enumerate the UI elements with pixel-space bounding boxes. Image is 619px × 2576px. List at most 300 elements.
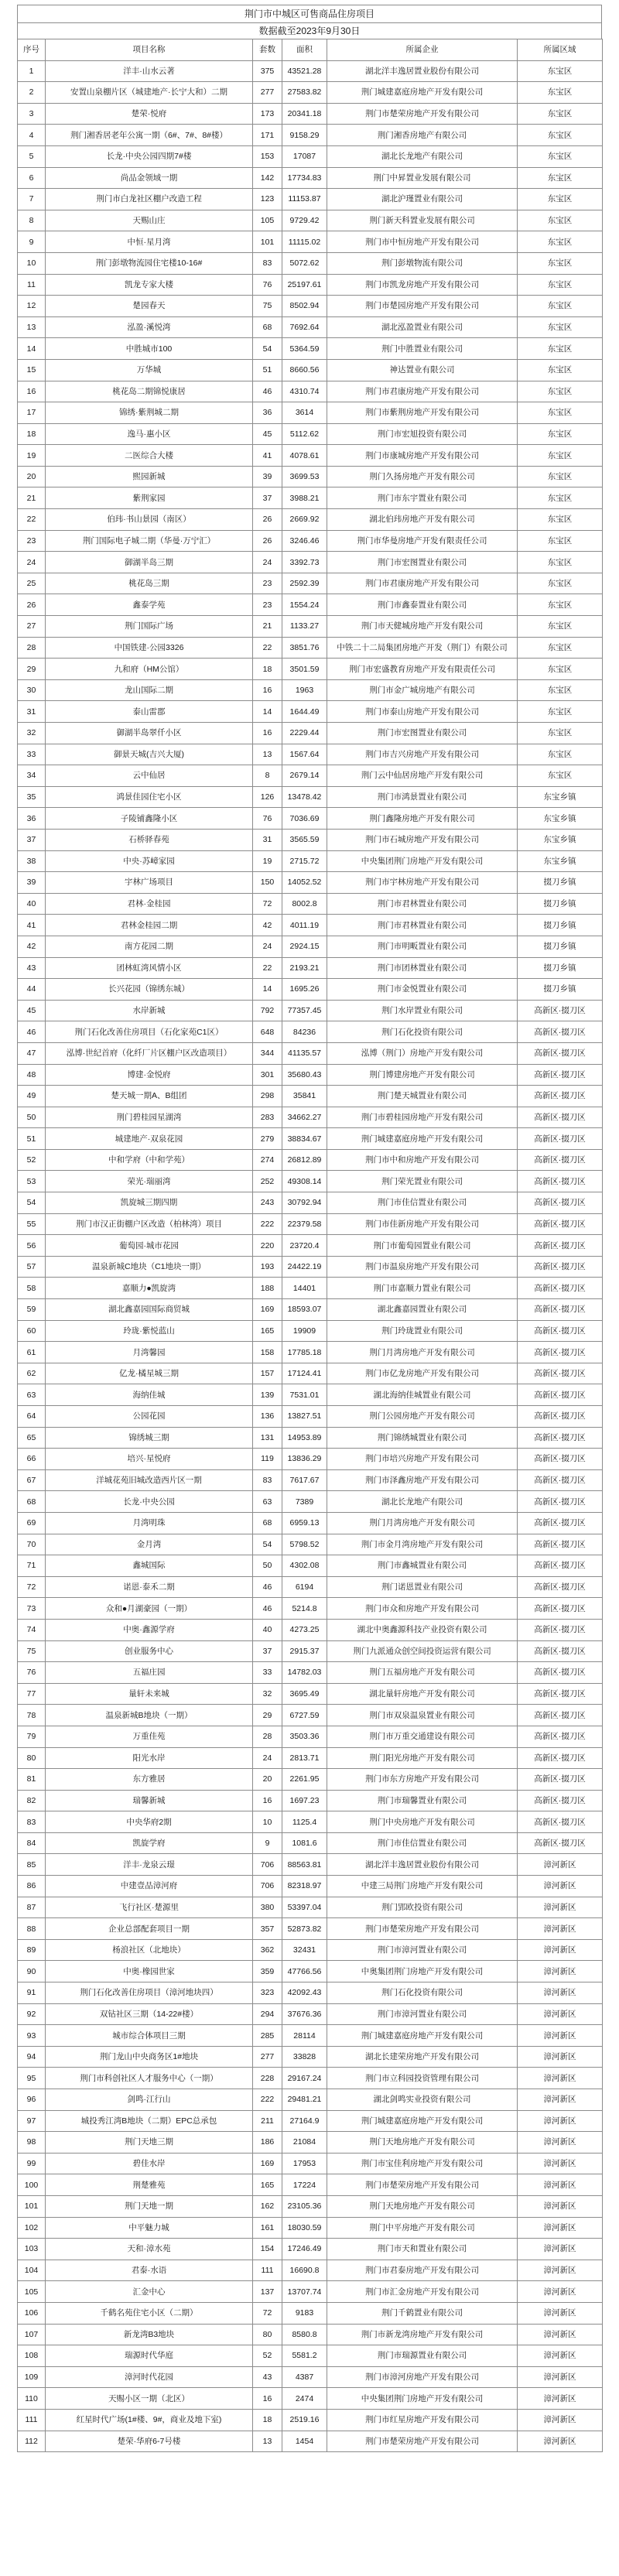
- table-row: [18, 1406, 603, 1428]
- cell-index: 51: [18, 1128, 46, 1150]
- cell-area: 1567.64: [282, 744, 327, 765]
- table-row: [18, 936, 603, 957]
- cell-index: 77: [18, 1683, 46, 1705]
- table-row: [18, 487, 603, 509]
- cell-units: 16: [253, 679, 282, 701]
- cell-project-name: 荆门市科创社区人才服务中心（一期）: [46, 2068, 253, 2089]
- cell-region: 漳河新区: [518, 1939, 603, 1961]
- cell-index: 53: [18, 1171, 46, 1192]
- cell-area: 43521.28: [282, 60, 327, 82]
- cell-index: 84: [18, 1832, 46, 1854]
- cell-area: 5072.62: [282, 252, 327, 274]
- housing-table: [17, 39, 603, 2452]
- cell-project-name: 荆门龙山中央商务区1#地块: [46, 2046, 253, 2068]
- cell-area: 37676.36: [282, 2003, 327, 2025]
- cell-area: 4310.74: [282, 381, 327, 402]
- cell-region: 东宝区: [518, 103, 603, 125]
- table-row: [18, 786, 603, 808]
- cell-area: 6727.59: [282, 1705, 327, 1726]
- table-row: [18, 2345, 603, 2367]
- table-row: [18, 1576, 603, 1598]
- table-row: [18, 1235, 603, 1257]
- cell-project-name: 安置山泉棚片区（城建地产·长宁大和）二期: [46, 82, 253, 104]
- cell-index: 59: [18, 1299, 46, 1321]
- cell-project-name: 城投秀江湾B地块（二期）EPC总承包: [46, 2110, 253, 2132]
- cell-developer: 中奥集团荆门房地产开发有限公司: [327, 1961, 518, 1982]
- cell-project-name: 石桥驿春苑: [46, 829, 253, 850]
- cell-project-name: 紫荆家园: [46, 487, 253, 509]
- cell-index: 45: [18, 1000, 46, 1021]
- cell-project-name: 荆门石化改善住房项目（漳河地块四）: [46, 1982, 253, 2004]
- cell-project-name: 荆楚雅苑: [46, 2174, 253, 2196]
- cell-area: 49308.14: [282, 1171, 327, 1192]
- cell-developer: 荆门城建嘉庭房地产开发有限公司: [327, 1128, 518, 1150]
- cell-units: 101: [253, 231, 282, 253]
- cell-region: 高新区·掇刀区: [518, 1128, 603, 1150]
- table-row: [18, 2281, 603, 2303]
- cell-area: 17953: [282, 2153, 327, 2174]
- cell-units: 136: [253, 1406, 282, 1428]
- cell-units: 142: [253, 167, 282, 189]
- cell-region: 高新区·掇刀区: [518, 1512, 603, 1534]
- cell-project-name: 嘉顺力●凯旋湾: [46, 1278, 253, 1299]
- cell-index: 2: [18, 82, 46, 104]
- cell-index: 104: [18, 2260, 46, 2281]
- table-row: [18, 1939, 603, 1961]
- cell-index: 100: [18, 2174, 46, 2196]
- cell-index: 7: [18, 189, 46, 210]
- cell-index: 79: [18, 1726, 46, 1747]
- cell-developer: 神达置业有限公司: [327, 359, 518, 381]
- cell-developer: 湖北泓盈置业有限公司: [327, 316, 518, 338]
- cell-project-name: 阳光水岸: [46, 1747, 253, 1769]
- cell-project-name: 御景天城(吉兴大厦): [46, 744, 253, 765]
- cell-region: 漳河新区: [518, 2409, 603, 2431]
- cell-area: 4273.25: [282, 1619, 327, 1640]
- table-row: [18, 2195, 603, 2217]
- cell-developer: 荆门市新龙湾房地产开发有限公司: [327, 2324, 518, 2345]
- cell-units: 83: [253, 252, 282, 274]
- cell-index: 4: [18, 125, 46, 146]
- cell-units: 792: [253, 1000, 282, 1021]
- cell-project-name: 鑫城国际: [46, 1555, 253, 1577]
- cell-developer: 湖北鑫嘉园置业有限公司: [327, 1299, 518, 1321]
- cell-units: 23: [253, 594, 282, 616]
- table-row: [18, 2046, 603, 2068]
- cell-area: 8002.8: [282, 893, 327, 915]
- cell-units: 375: [253, 60, 282, 82]
- cell-project-name: 荆门国际电子城二期（华曼·万宁汇）: [46, 530, 253, 552]
- table-row: [18, 60, 603, 82]
- cell-project-name: 熙园新城: [46, 466, 253, 487]
- cell-units: 32: [253, 1683, 282, 1705]
- cell-project-name: 逸马·惠小区: [46, 423, 253, 445]
- cell-developer: 荆门水岸置业有限公司: [327, 1000, 518, 1021]
- cell-area: 11115.02: [282, 231, 327, 253]
- cell-area: 4387: [282, 2366, 327, 2388]
- cell-developer: 荆门市培兴房地产开发有限公司: [327, 1449, 518, 1470]
- cell-project-name: 城建地产·双泉花园: [46, 1128, 253, 1150]
- cell-region: 高新区·掇刀区: [518, 1278, 603, 1299]
- cell-developer: 荆门市温泉房地产开发有限公司: [327, 1256, 518, 1278]
- cell-index: 14: [18, 338, 46, 360]
- cell-region: 漳河新区: [518, 2174, 603, 2196]
- cell-region: 掇刀乡镇: [518, 936, 603, 957]
- table-row: [18, 1256, 603, 1278]
- cell-project-name: 剑鸣·江行山: [46, 2089, 253, 2111]
- cell-units: 54: [253, 338, 282, 360]
- cell-index: 74: [18, 1619, 46, 1640]
- cell-area: 3503.36: [282, 1726, 327, 1747]
- cell-project-name: 东方雅居: [46, 1769, 253, 1791]
- cell-region: 漳河新区: [518, 2388, 603, 2410]
- cell-area: 8660.56: [282, 359, 327, 381]
- table-row: [18, 167, 603, 189]
- table-row: [18, 252, 603, 274]
- cell-index: 43: [18, 957, 46, 979]
- cell-project-name: 荆门天地一期: [46, 2195, 253, 2217]
- cell-project-name: 荆门市汉正街棚户区改造（柏林湾）项目: [46, 1213, 253, 1235]
- cell-area: 5798.52: [282, 1534, 327, 1555]
- cell-developer: 荆门城建嘉庭房地产开发有限公司: [327, 2025, 518, 2047]
- cell-area: 1695.26: [282, 979, 327, 1001]
- cell-project-name: 水岸新城: [46, 1000, 253, 1021]
- cell-region: 高新区·掇刀区: [518, 1640, 603, 1662]
- cell-developer: 荆门市君康房地产开发有限公司: [327, 573, 518, 594]
- cell-project-name: 楚荣·悦府: [46, 103, 253, 125]
- cell-index: 37: [18, 829, 46, 850]
- table-row: [18, 1512, 603, 1534]
- cell-index: 92: [18, 2003, 46, 2025]
- cell-units: 252: [253, 1171, 282, 1192]
- cell-region: 东宝区: [518, 145, 603, 167]
- cell-region: 高新区·掇刀区: [518, 1449, 603, 1470]
- cell-developer: 荆门市天健城房地产开发有限公司: [327, 616, 518, 638]
- cell-index: 1: [18, 60, 46, 82]
- cell-region: 东宝区: [518, 274, 603, 296]
- table-row: [18, 125, 603, 146]
- cell-region: 高新区·掇刀区: [518, 1000, 603, 1021]
- cell-developer: 荆门中昇置业发展有限公司: [327, 167, 518, 189]
- cell-project-name: 楚天城一期A、B组团: [46, 1086, 253, 1107]
- cell-project-name: 伯玮·书山景园（南区）: [46, 509, 253, 531]
- cell-index: 65: [18, 1427, 46, 1449]
- cell-area: 17124.41: [282, 1363, 327, 1384]
- cell-area: 32431: [282, 1939, 327, 1961]
- cell-developer: 荆门市宇林房地产开发有限公司: [327, 872, 518, 894]
- cell-area: 4078.61: [282, 445, 327, 467]
- cell-units: 46: [253, 1598, 282, 1620]
- cell-index: 32: [18, 723, 46, 744]
- table-row: [18, 659, 603, 680]
- cell-region: 高新区·掇刀区: [518, 1042, 603, 1064]
- cell-area: 3614: [282, 402, 327, 424]
- cell-area: 6959.13: [282, 1512, 327, 1534]
- cell-developer: 荆门市天和置业有限公司: [327, 2239, 518, 2260]
- cell-developer: 荆门市鑫城置业有限公司: [327, 1555, 518, 1577]
- cell-area: 18593.07: [282, 1299, 327, 1321]
- cell-developer: 中央集团荆门房地产开发有限公司: [327, 850, 518, 872]
- table-row: [18, 2431, 603, 2452]
- cell-developer: 荆门市宏图置业有限公司: [327, 552, 518, 573]
- cell-index: 88: [18, 1918, 46, 1940]
- cell-project-name: 泓博·世纪首府（化纤厂片区棚户区改造项目）: [46, 1042, 253, 1064]
- cell-index: 85: [18, 1854, 46, 1876]
- cell-region: 东宝区: [518, 296, 603, 317]
- cell-developer: 荆门市康城房地产开发有限公司: [327, 445, 518, 467]
- cell-project-name: 天和·漳水苑: [46, 2239, 253, 2260]
- cell-area: 22379.58: [282, 1213, 327, 1235]
- cell-project-name: 长龙·中央公园四期7#楼: [46, 145, 253, 167]
- cell-units: 68: [253, 316, 282, 338]
- cell-developer: 湖北长建荣房地产开发有限公司: [327, 2046, 518, 2068]
- cell-developer: 湖北剑鸣实业投资有限公司: [327, 2089, 518, 2111]
- cell-project-name: 玲珑·紫悦蓝山: [46, 1320, 253, 1342]
- cell-area: 17224: [282, 2174, 327, 2196]
- col-header-project: 项目名称: [46, 39, 253, 61]
- cell-developer: 荆门市泰山房地产开发有限公司: [327, 701, 518, 723]
- cell-area: 5214.8: [282, 1598, 327, 1620]
- cell-index: 36: [18, 808, 46, 830]
- cell-area: 35841: [282, 1086, 327, 1107]
- cell-units: 359: [253, 1961, 282, 1982]
- cell-developer: 荆门市楚荣房地产开发有限公司: [327, 103, 518, 125]
- cell-units: 51: [253, 359, 282, 381]
- cell-developer: 荆门市佳信置业有限公司: [327, 1832, 518, 1854]
- cell-developer: 荆门市君林置业有限公司: [327, 893, 518, 915]
- cell-developer: 荆门新天科置业发展有限公司: [327, 210, 518, 231]
- cell-area: 2915.37: [282, 1640, 327, 1662]
- cell-index: 108: [18, 2345, 46, 2367]
- cell-index: 41: [18, 915, 46, 936]
- cell-region: 高新区·掇刀区: [518, 1769, 603, 1791]
- cell-project-name: 汇金中心: [46, 2281, 253, 2303]
- cell-project-name: 荆门天地三期: [46, 2132, 253, 2154]
- cell-units: 40: [253, 1619, 282, 1640]
- cell-region: 漳河新区: [518, 2110, 603, 2132]
- cell-units: 23: [253, 573, 282, 594]
- table-row: [18, 915, 603, 936]
- table-row: [18, 423, 603, 445]
- cell-units: 16: [253, 723, 282, 744]
- cell-units: 158: [253, 1342, 282, 1363]
- cell-area: 14953.89: [282, 1427, 327, 1449]
- cell-units: 9: [253, 1832, 282, 1854]
- cell-units: 39: [253, 466, 282, 487]
- cell-developer: 荆门市中和房地产开发有限公司: [327, 1149, 518, 1171]
- cell-project-name: 企业总部配套项目一期: [46, 1918, 253, 1940]
- cell-index: 46: [18, 1021, 46, 1043]
- table-row: [18, 1683, 603, 1705]
- cell-developer: 湖北量轩房地产开发有限公司: [327, 1683, 518, 1705]
- cell-index: 102: [18, 2217, 46, 2239]
- cell-developer: 湖北洋丰逸居置业股份有限公司: [327, 60, 518, 82]
- table-row: [18, 1064, 603, 1086]
- cell-index: 105: [18, 2281, 46, 2303]
- cell-developer: 荆门市君康房地产开发有限公司: [327, 381, 518, 402]
- cell-developer: 荆门市东方房地产开发有限公司: [327, 1769, 518, 1791]
- cell-area: 27583.82: [282, 82, 327, 104]
- cell-units: 24: [253, 1747, 282, 1769]
- cell-developer: 荆门城建嘉庭房地产开发有限公司: [327, 82, 518, 104]
- cell-developer: 荆门市君泰房地产开发有限公司: [327, 2260, 518, 2281]
- cell-project-name: 天赐山庄: [46, 210, 253, 231]
- cell-index: 34: [18, 765, 46, 787]
- cell-developer: 荆门市瑞源置业有限公司: [327, 2345, 518, 2367]
- cell-project-name: 二医综合大楼: [46, 445, 253, 467]
- cell-area: 41135.57: [282, 1042, 327, 1064]
- cell-units: 222: [253, 2089, 282, 2111]
- cell-area: 7617.67: [282, 1469, 327, 1491]
- cell-region: 东宝乡镇: [518, 850, 603, 872]
- cell-units: 298: [253, 1086, 282, 1107]
- table-row: [18, 872, 603, 894]
- cell-region: 东宝区: [518, 82, 603, 104]
- cell-index: 19: [18, 445, 46, 467]
- cell-project-name: 宇林广场项目: [46, 872, 253, 894]
- cell-units: 16: [253, 1790, 282, 1811]
- cell-index: 12: [18, 296, 46, 317]
- table-row: [18, 1897, 603, 1918]
- cell-index: 101: [18, 2195, 46, 2217]
- cell-units: 22: [253, 957, 282, 979]
- cell-region: 东宝区: [518, 744, 603, 765]
- table-row: [18, 338, 603, 360]
- cell-developer: 荆门石化投资有限公司: [327, 1982, 518, 2004]
- table-row: [18, 2260, 603, 2281]
- cell-region: 漳河新区: [518, 2324, 603, 2345]
- table-row: [18, 381, 603, 402]
- cell-project-name: 温泉新城C地块（C1地块一期）: [46, 1256, 253, 1278]
- cell-region: 高新区·掇刀区: [518, 1811, 603, 1833]
- cell-project-name: 御湖半岛三期: [46, 552, 253, 573]
- cell-area: 2229.44: [282, 723, 327, 744]
- table-header-row: [18, 39, 603, 61]
- cell-developer: 荆门市碧桂园房地产开发有限公司: [327, 1107, 518, 1128]
- cell-units: 24: [253, 552, 282, 573]
- cell-area: 29481.21: [282, 2089, 327, 2111]
- cell-area: 42092.43: [282, 1982, 327, 2004]
- cell-region: 漳河新区: [518, 1961, 603, 1982]
- cell-developer: 荆门市宏旭投资有限公司: [327, 423, 518, 445]
- cell-units: 21: [253, 616, 282, 638]
- cell-units: 648: [253, 1021, 282, 1043]
- cell-area: 1125.4: [282, 1811, 327, 1833]
- cell-units: 72: [253, 893, 282, 915]
- cell-project-name: 温泉新城B地块（一期）: [46, 1705, 253, 1726]
- cell-area: 4011.19: [282, 915, 327, 936]
- cell-area: 17246.49: [282, 2239, 327, 2260]
- cell-region: 高新区·掇刀区: [518, 1747, 603, 1769]
- cell-project-name: 培兴·星悦府: [46, 1449, 253, 1470]
- cell-units: 294: [253, 2003, 282, 2025]
- cell-index: 54: [18, 1192, 46, 1214]
- cell-developer: 荆门市泽鑫房地产开发有限公司: [327, 1469, 518, 1491]
- cell-region: 漳河新区: [518, 2153, 603, 2174]
- cell-units: 76: [253, 808, 282, 830]
- table-row: [18, 723, 603, 744]
- cell-area: 52873.82: [282, 1918, 327, 1940]
- col-header-region: 所属区域: [518, 39, 603, 61]
- cell-developer: 荆门市金广城房地产有限公司: [327, 679, 518, 701]
- cell-area: 2193.21: [282, 957, 327, 979]
- cell-developer: 荆门市金悦置业有限公司: [327, 979, 518, 1001]
- cell-project-name: 锦绣·紫荆城二期: [46, 402, 253, 424]
- cell-index: 64: [18, 1406, 46, 1428]
- cell-area: 2924.15: [282, 936, 327, 957]
- cell-developer: 荆门公园房地产开发有限公司: [327, 1406, 518, 1428]
- cell-index: 91: [18, 1982, 46, 2004]
- cell-index: 3: [18, 103, 46, 125]
- cell-project-name: 中建壹品漳河府: [46, 1876, 253, 1897]
- cell-developer: 荆门市凯龙房地产开发有限公司: [327, 274, 518, 296]
- cell-project-name: 荆门石化改善住房项目（石化家苑C1区）: [46, 1021, 253, 1043]
- cell-index: 38: [18, 850, 46, 872]
- cell-area: 1554.24: [282, 594, 327, 616]
- cell-area: 8580.8: [282, 2324, 327, 2345]
- cell-area: 30792.94: [282, 1192, 327, 1214]
- cell-index: 72: [18, 1576, 46, 1598]
- table-row: [18, 2089, 603, 2111]
- cell-developer: 荆门市团林置业有限公司: [327, 957, 518, 979]
- cell-project-name: 博建·金悦府: [46, 1064, 253, 1086]
- table-row: [18, 509, 603, 531]
- cell-area: 8502.94: [282, 296, 327, 317]
- cell-developer: 中建三局荆门房地产开发有限公司: [327, 1876, 518, 1897]
- cell-area: 7692.64: [282, 316, 327, 338]
- cell-region: 掇刀乡镇: [518, 957, 603, 979]
- cell-index: 10: [18, 252, 46, 274]
- cell-project-name: 中奥·鑫源学府: [46, 1619, 253, 1640]
- cell-region: 高新区·掇刀区: [518, 1576, 603, 1598]
- cell-area: 3246.46: [282, 530, 327, 552]
- cell-project-name: 桃花岛三期: [46, 573, 253, 594]
- cell-area: 2669.92: [282, 509, 327, 531]
- cell-developer: 荆门楚天城置业有限公司: [327, 1086, 518, 1107]
- cell-index: 87: [18, 1897, 46, 1918]
- table-row: [18, 2324, 603, 2345]
- table-row: [18, 1854, 603, 1876]
- cell-units: 131: [253, 1427, 282, 1449]
- table-row: [18, 1747, 603, 1769]
- cell-region: 漳河新区: [518, 2431, 603, 2452]
- cell-developer: 荆门城建嘉庭房地产开发有限公司: [327, 2110, 518, 2132]
- table-row: [18, 2409, 603, 2431]
- cell-developer: 荆门市宝佳利房地产开发有限公司: [327, 2153, 518, 2174]
- cell-project-name: 碧佳水岸: [46, 2153, 253, 2174]
- cell-units: 16: [253, 2388, 282, 2410]
- table-row: [18, 103, 603, 125]
- table-row: [18, 1299, 603, 1321]
- cell-developer: 荆门市紫荆房地产开发有限公司: [327, 402, 518, 424]
- cell-region: 高新区·掇刀区: [518, 1171, 603, 1192]
- cell-index: 62: [18, 1363, 46, 1384]
- cell-developer: 荆门九派通众创空间投资运营有限公司: [327, 1640, 518, 1662]
- cell-project-name: 荆门碧桂园星湖湾: [46, 1107, 253, 1128]
- table-row: [18, 1363, 603, 1384]
- cell-region: 东宝乡镇: [518, 808, 603, 830]
- cell-units: 169: [253, 2153, 282, 2174]
- cell-index: 112: [18, 2431, 46, 2452]
- col-header-area: 面积: [282, 39, 327, 61]
- cell-region: 漳河新区: [518, 2003, 603, 2025]
- cell-units: 153: [253, 145, 282, 167]
- cell-region: 高新区·掇刀区: [518, 1491, 603, 1513]
- cell-area: 20341.18: [282, 103, 327, 125]
- cell-units: 46: [253, 1576, 282, 1598]
- cell-project-name: 众和●月湖豪园（一期）: [46, 1598, 253, 1620]
- cell-region: 漳河新区: [518, 2366, 603, 2388]
